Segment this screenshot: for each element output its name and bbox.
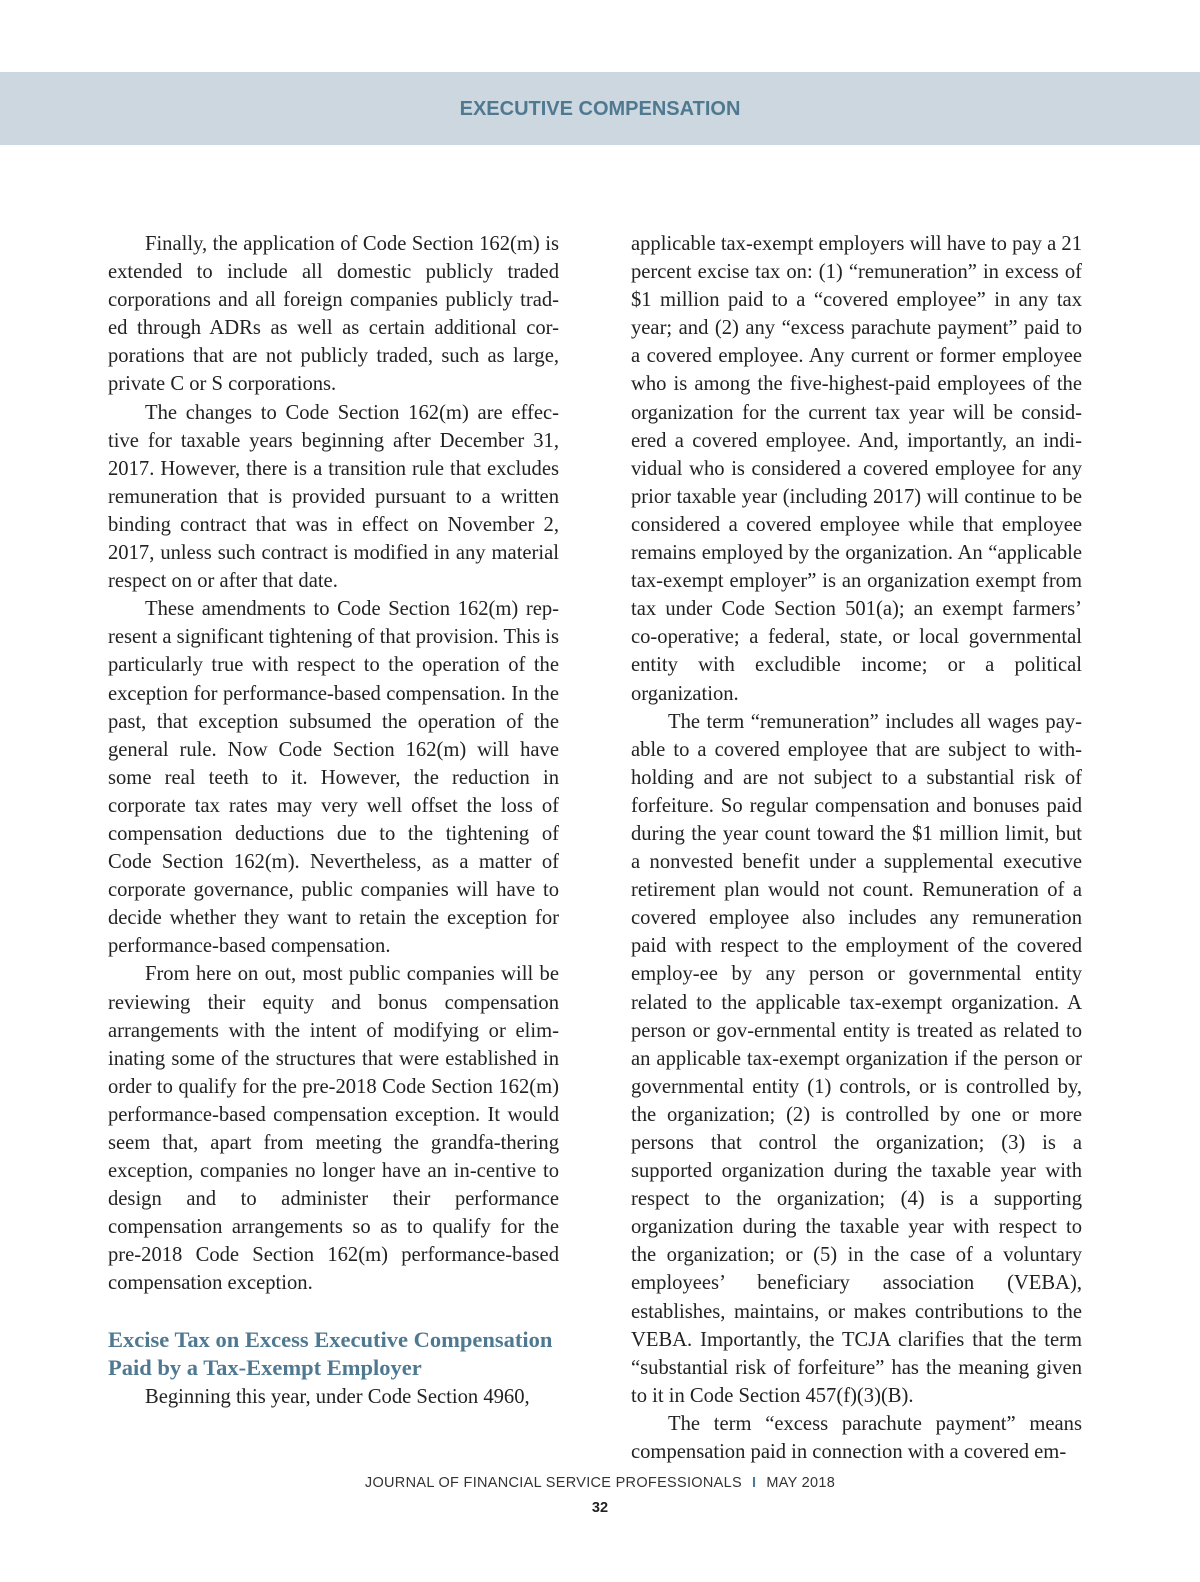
issue-date: MAY 2018 xyxy=(766,1475,836,1491)
footer-journal-line xyxy=(0,1475,1200,1491)
paragraph: Beginning this year, under Code Section 4960, xyxy=(145,1385,530,1408)
section-title: EXECUTIVE COMPENSATION xyxy=(459,98,741,120)
paragraph: These amendments to Code Section 162(m) rep-resent a significant tightening of that provision. This is particularly true with respect to the operation of the exception for performance-based compensation. In the past, that exception subsumed the operation of the general rule. Now Code Section 162(m) will have some real teeth to it. However, the reduction in corporate tax rates may very well offset the loss of compensation deductions due to the tightening of Code Section 162(m). Nevertheless, as a matter of corporate governance, public companies will have to decide whether they want to retain the exception for performance-based compensation. xyxy=(108,598,559,958)
journal-name: JOURNAL OF FINANCIAL SERVICE PROFESSIONALS xyxy=(364,1475,742,1491)
paragraph: The term “remuneration” includes all wages pay-able to a covered employee that are subject to with-holding and are not subject to a substantial risk of forfeiture. So regular compensation and bonuses paid during the year count toward the $1 million limit, but a nonvested benefit under a supplemental executive retirement plan would not count. Remuneration of a covered employee also includes any remuneration paid with respect to the employment of the covered employ-ee by any person or governmental entity related to the applicable tax-exempt organization. A person or gov-ernmental entity is treated as related to an applicable tax-exempt organization if the person or governmental entity (1) controls, or is controlled by, the organization; (2) is controlled by one or more persons that control the organization; (3) is a supported organization during the taxable year with respect to the organization; (4) is a supporting organization during the taxable year with respect to the organization; or (5) in the case of a voluntary employees’ beneficiary association (VEBA), establishes, maintains, or makes contributions to the VEBA. Importantly, the TCJA clarifies that the term “substantial risk of forfeiture” has the meaning given to it in Code Section 457(f)(3)(B). xyxy=(631,710,1082,1407)
section-heading: Excise Tax on Excess Executive Compensation Paid by a Tax-Exempt Employer xyxy=(108,1326,553,1381)
paragraph: applicable tax-exempt employers will have to pay a 21 percent excise tax on: (1) “remuneration” in excess of $1 million paid to a “covered employee” in any tax year; and (2) any “excess parachute payment” paid to a covered employee. Any current or former employee who is among the five-highest-paid employees of the organization for the current tax year will be consid-ered a covered employee. And, importantly, an indi-vidual who is considered a covered employee for any prior taxable year (including 2017) will continue to be considered a covered employee while that employee remains employed by the organization. An “applicable tax-exempt employer” is an organization exempt from tax under Code Section 501(a); an exempt farmers’ co-operative; a federal, state, or local governmental entity with excludible income; or a political organization. xyxy=(631,233,1082,705)
right-column xyxy=(631,230,1082,1466)
paragraph: From here on out, most public companies will be reviewing their equity and bonus compensation arrangements with the intent of modifying or elim-inating some of the structures that were established in order to qualify for the pre-2018 Code Section 162(m) performance-based compensation exception. It would seem that, apart from meeting the grandfa-thering exception, companies no longer have an in-centive to design and to administer their performance compensation arrangements so as to qualify for the pre-2018 Code Section 162(m) performance-based compensation exception. xyxy=(108,963,559,1295)
paragraph: The term “excess parachute payment” means compensation paid in connection with a covered em- xyxy=(631,1412,1082,1464)
page-number: 32 xyxy=(591,1500,609,1516)
paragraph: Finally, the application of Code Section 162(m) is extended to include all domestic publicly traded corporations and all foreign companies publicly trad-ed through ADRs as well as certain additional cor-porations that are not publicly traded, such as large, private C or S corporations. xyxy=(108,233,559,396)
paragraph: The changes to Code Section 162(m) are effec-tive for taxable years beginning after December 31, 2017. However, there is a transition rule that excludes remuneration that is provided pursuant to a written binding contract that was in effect on November 2, 2017, unless such contract is modified in any material respect on or after that date. xyxy=(108,401,559,593)
left-column xyxy=(108,230,559,1411)
footer-separator: I xyxy=(751,1475,757,1491)
